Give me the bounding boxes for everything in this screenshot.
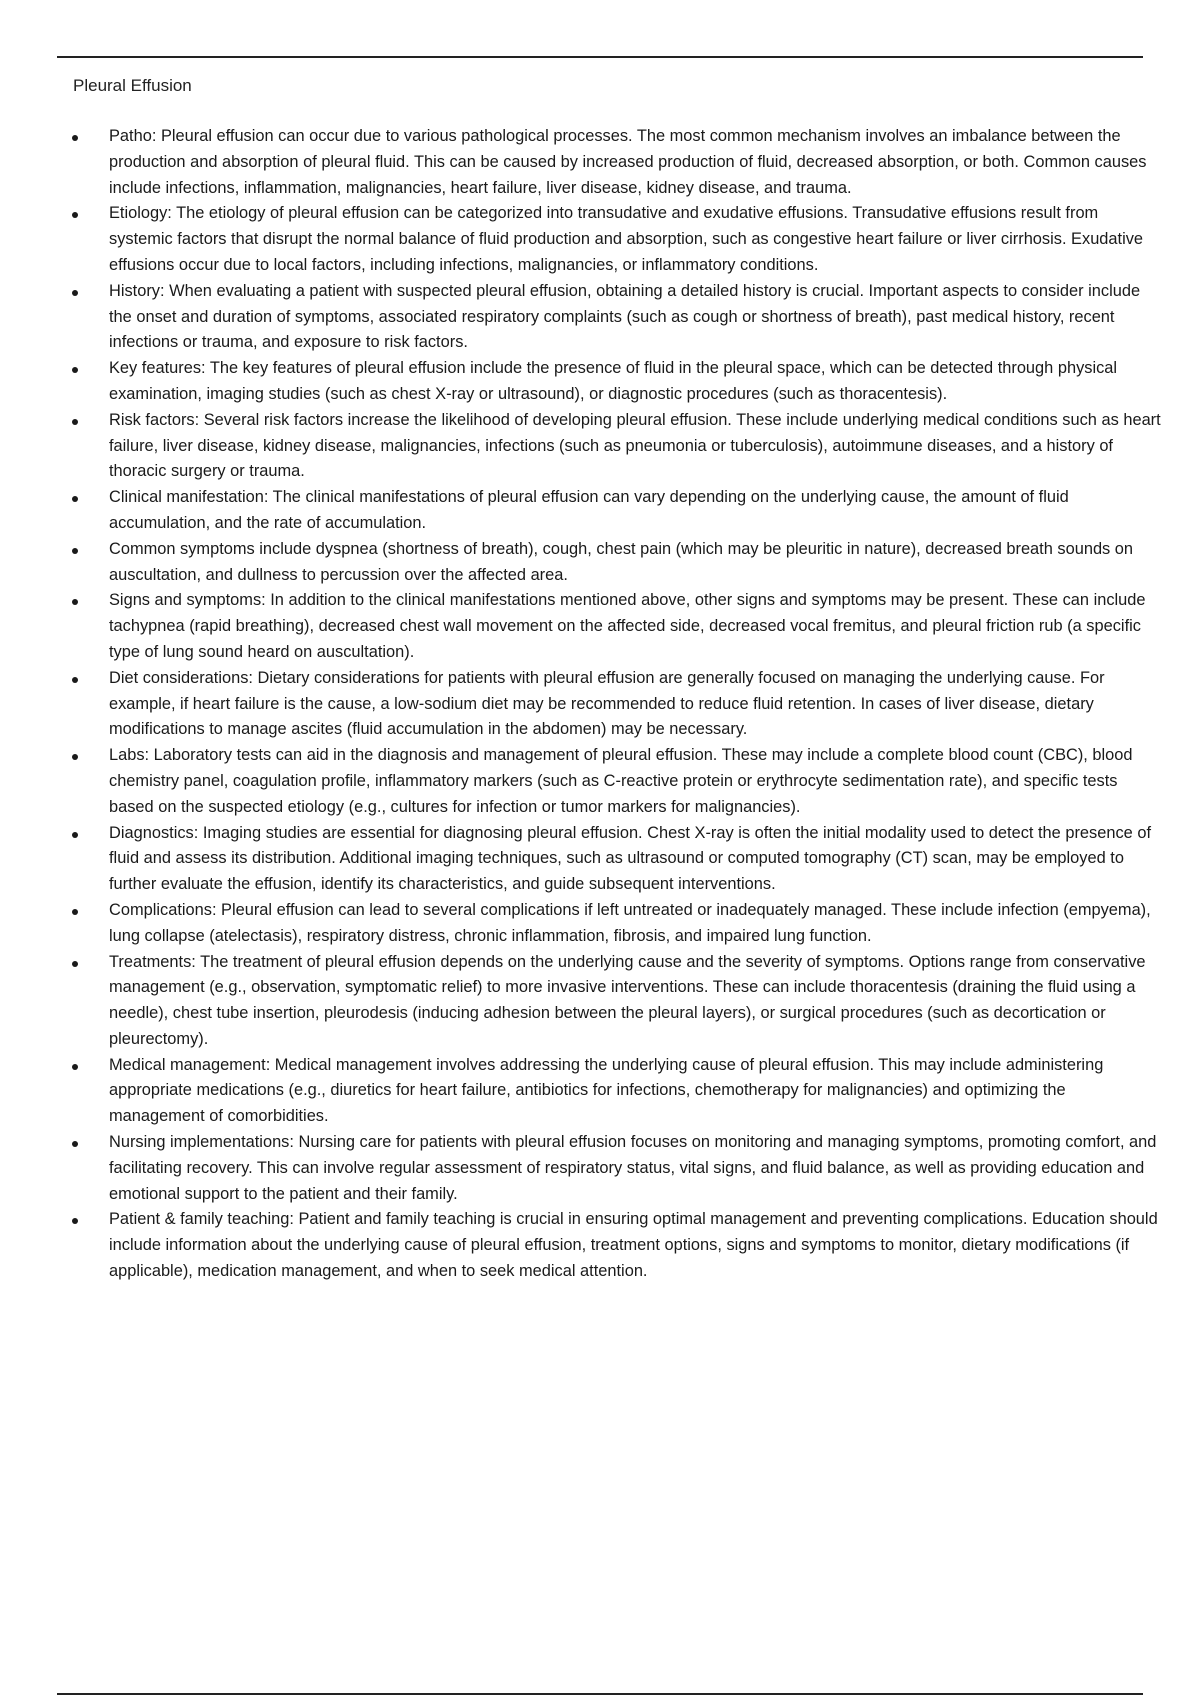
list-item — [109, 898, 1161, 950]
list-item-text: Clinical manifestation: The clinical manifestations of pleural effusion can vary depending on the underlying cause, the amount of fluid accumulation, and the rate of accumulation. — [109, 488, 1069, 532]
list-item — [109, 588, 1161, 665]
list-item — [109, 666, 1161, 743]
list-item — [109, 408, 1161, 485]
list-item-text: Nursing implementations: Nursing care for patients with pleural effusion focuses on monitoring and managing symptoms, promoting comfort, and facilitating recovery. This can involve regular assessment of respiratory status, vital signs, and fluid balance, as well as providing education and emotional support to the patient and their family. — [109, 1133, 1157, 1203]
bullet-icon — [72, 496, 78, 502]
list-item-text: Risk factors: Several risk factors increase the likelihood of developing pleural effusion. These include underlying medical conditions such as heart failure, liver disease, kidney disease, malignancies, infections (such as pneumonia or tuberculosis), autoimmune diseases, and a history of thoracic surgery or trauma. — [109, 410, 1161, 481]
list-item — [109, 485, 1161, 537]
bullet-icon — [72, 909, 78, 915]
bullet-icon — [72, 367, 78, 373]
bullet-icon — [72, 961, 78, 967]
list-item-text: Labs: Laboratory tests can aid in the diagnosis and management of pleural effusion. These may include a complete blood count (CBC), blood chemistry panel, coagulation profile, inflammatory markers (such as C-reactive protein or erythrocyte sedimentation rate), and specific tests based on the suspected etiology (e.g., cultures for infection or tumor markers for malignancies). — [109, 746, 1133, 816]
bottom-divider — [57, 1693, 1143, 1695]
list-item-text: Etiology: The etiology of pleural effusion can be categorized into transudative and exudative effusions. Transudative effusions result from systemic factors that disrupt the normal balance of fluid production and absorption, such as congestive heart failure or liver cirrhosis. Exudative effusions occur due to local factors, including infections, malignancies, or inflammatory conditions. — [109, 204, 1144, 274]
bullet-icon — [72, 1141, 78, 1147]
bullet-icon — [72, 212, 78, 218]
bullet-icon — [72, 832, 78, 838]
bullet-icon — [72, 135, 78, 141]
list-item — [109, 1207, 1161, 1284]
list-item-text: Complications: Pleural effusion can lead to several complications if left untreated or inadequately managed. These include infection (empyema), lung collapse (atelectasis), respiratory distress, chronic inflammation, fibrosis, and impaired lung function. — [109, 900, 1151, 945]
document-title: Pleural Effusion — [73, 76, 192, 95]
bullet-icon — [72, 677, 78, 683]
bullet-list — [0, 124, 1200, 1285]
list-item-text: Signs and symptoms: In addition to the clinical manifestations mentioned above, other signs and symptoms may be present. These can include tachypnea (rapid breathing), decreased chest wall movement on the affected side, decreased vocal fremitus, and pleural friction rub (a specific type of lung sound heard on auscultation). — [109, 591, 1146, 661]
bullet-icon — [72, 419, 78, 425]
list-item — [109, 279, 1161, 356]
list-item-text: Diet considerations: Dietary considerations for patients with pleural effusion are generally focused on managing the underlying cause. For example, if heart failure is the cause, a low-sodium diet may be recommended to reduce fluid retention. In cases of liver disease, dietary modifications to manage ascites (fluid accumulation in the abdomen) may be necessary. — [109, 668, 1105, 739]
list-item — [109, 950, 1161, 1053]
list-item-text: Patho: Pleural effusion can occur due to various pathological processes. The most common mechanism involves an imbalance between the production and absorption of pleural fluid. This can be caused by increased production of fluid, decreased absorption, or both. Common causes include infections, inflammation, malignancies, heart failure, liver disease, kidney disease, and trauma. — [109, 127, 1147, 197]
list-item-text: Key features: The key features of pleural effusion include the presence of fluid in the pleural space, which can be detected through physical examination, imaging studies (such as chest X-ray or ultrasound), or diagnostic procedures (such as thoracentesis). — [109, 359, 1118, 403]
bullet-icon — [72, 548, 78, 554]
list-item-text: Patient & family teaching: Patient and family teaching is crucial in ensuring optimal management and preventing complications. Education should include information about the underlying cause of pleural effusion, treatment options, signs and symptoms to monitor, dietary modifications (if applicable), medication management, and when to seek medical attention. — [109, 1210, 1158, 1281]
list-item — [109, 1053, 1161, 1130]
list-item — [109, 201, 1161, 278]
list-item-text: Medical management: Medical management involves addressing the underlying cause of pleural effusion. This may include administering appropriate medications (e.g., diuretics for heart failure, antibiotics for infections, chemotherapy for malignancies) and optimizing the management of comorbidities. — [109, 1055, 1104, 1126]
list-item — [109, 356, 1161, 408]
list-item-text: Diagnostics: Imaging studies are essential for diagnosing pleural effusion. Chest X-ray is often the initial modality used to detect the presence of fluid and assess its distribution. Additional imaging techniques, such as ultrasound or computed tomography (CT) scan, may be employed to further evaluate the effusion, identify its characteristics, and guide subsequent interventions. — [109, 823, 1151, 894]
list-item — [109, 124, 1161, 201]
bullet-icon — [72, 1064, 78, 1070]
list-item-text: History: When evaluating a patient with suspected pleural effusion, obtaining a detailed history is crucial. Important aspects to consider include the onset and duration of symptoms, associated respiratory complaints (such as cough or shortness of breath), past medical history, recent infections or trauma, and exposure to risk factors. — [109, 281, 1141, 352]
bullet-icon — [72, 290, 78, 296]
list-item — [109, 821, 1161, 898]
bullet-icon — [72, 1218, 78, 1224]
bullet-icon — [72, 599, 78, 605]
list-item — [109, 1130, 1161, 1207]
top-divider — [57, 56, 1143, 58]
bullet-icon — [72, 754, 78, 760]
list-item-text: Treatments: The treatment of pleural effusion depends on the underlying cause and the severity of symptoms. Options range from conservative management (e.g., observation, symptomatic relief) to more invasive interventions. These can include thoracentesis (draining the fluid using a needle), chest tube insertion, pleurodesis (inducing adhesion between the pleural layers), or surgical procedures (such as decortication or pleurectomy). — [109, 952, 1146, 1048]
list-item — [109, 537, 1161, 589]
list-item — [109, 743, 1161, 820]
list-item-text: Common symptoms include dyspnea (shortness of breath), cough, chest pain (which may be pleuritic in nature), decreased breath sounds on auscultation, and dullness to percussion over the affected area. — [109, 539, 1134, 584]
